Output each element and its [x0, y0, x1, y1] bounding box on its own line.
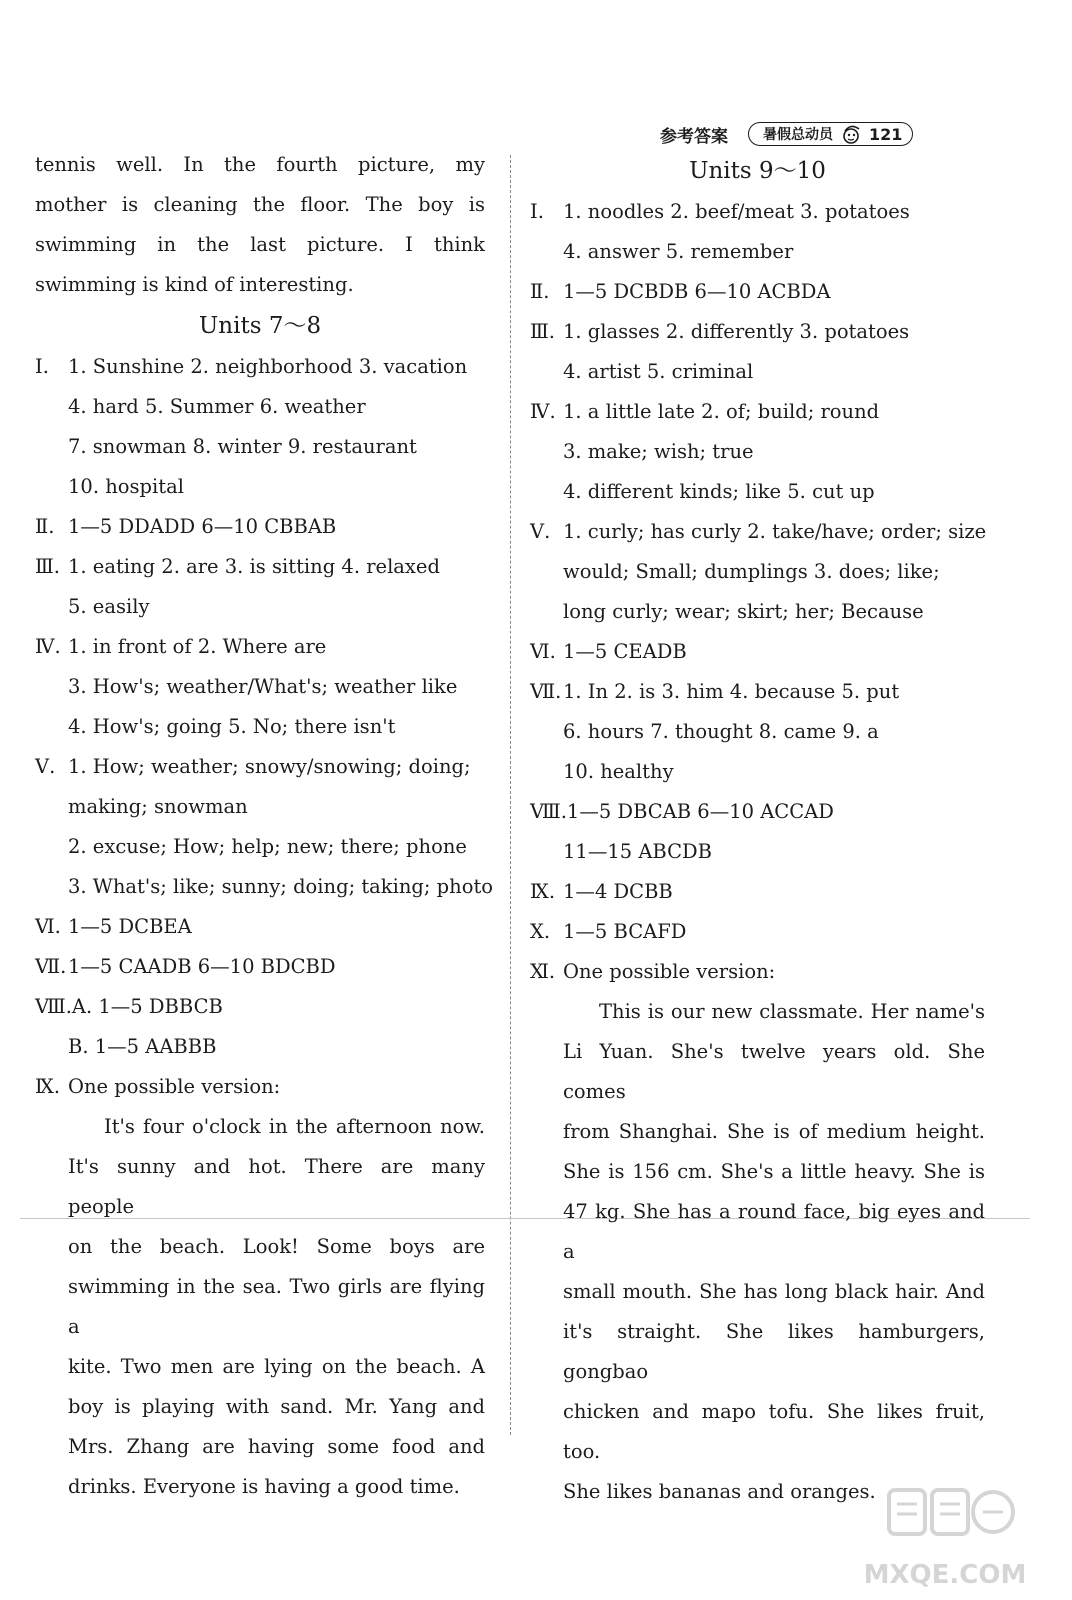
answer-line: 1—5 BCAFD: [563, 920, 687, 943]
essay-continuation-line: swimming in the last picture. I think: [35, 233, 485, 256]
section-1: [35, 347, 485, 387]
version-label: One possible version:: [563, 960, 776, 983]
section-numeral: Ⅲ.: [35, 555, 61, 578]
watermark-logo-icon: [885, 1480, 1015, 1550]
section-numeral: Ⅳ.: [35, 635, 61, 658]
section-numeral: Ⅶ.: [35, 955, 67, 978]
section-4: [530, 392, 985, 432]
right-column: [530, 150, 985, 1512]
essay-line: 47 kg. She has a round face, big eyes and a: [563, 1200, 985, 1263]
essay-line: from Shanghai. She is of medium height.: [563, 1120, 985, 1143]
section-8: [35, 987, 485, 1027]
section-11: [530, 952, 985, 992]
answer-line: 1—5 DCBDB 6—10 ACBDA: [563, 280, 831, 303]
version-label: One possible version:: [68, 1075, 281, 1098]
essay-line: Mrs. Zhang are having some food and: [68, 1435, 485, 1458]
section-numeral: Ⅱ.: [35, 515, 55, 538]
section-numeral: Ⅲ.: [530, 320, 556, 343]
essay: [530, 992, 985, 1512]
answer-line: 1. a little late 2. of; build; round: [563, 400, 880, 423]
page-number: 121: [869, 124, 903, 144]
section-2: [530, 272, 985, 312]
answer-line: 1. curly; has curly 2. take/have; order; size: [563, 520, 987, 543]
cartoon-mascot-icon: [839, 123, 865, 145]
essay-line: kite. Two men are lying on the beach. A: [68, 1355, 485, 1378]
section-4: [35, 627, 485, 667]
answer-line: would; Small; dumplings 3. does; like;: [563, 560, 940, 583]
essay-continuation-line: mother is cleaning the floor. The boy is: [35, 193, 485, 216]
answer-line: 4. hard 5. Summer 6. weather: [68, 395, 366, 418]
watermark: [840, 1480, 1050, 1590]
essay: [35, 1107, 485, 1507]
units-7-8-heading: Units 7～8: [198, 313, 322, 339]
answer-line: 11—15 ABCDB: [563, 840, 712, 863]
answer-line: 1. Sunshine 2. neighborhood 3. vacation: [68, 355, 468, 378]
answer-line: 1—5 CEADB: [563, 640, 687, 663]
book-title: 暑假总动员: [763, 127, 833, 143]
answer-line: 10. hospital: [68, 475, 184, 498]
answer-line: 3. What's; like; sunny; doing; taking; photo: [68, 875, 494, 898]
answer-line: 1. glasses 2. differently 3. potatoes: [563, 320, 910, 343]
section-6: [35, 907, 485, 947]
essay-continuation-line: tennis well. In the fourth picture, my: [35, 153, 485, 176]
essay-line: She is 156 cm. She's a little heavy. She is: [563, 1160, 985, 1183]
essay-line: She likes bananas and oranges.: [563, 1480, 876, 1503]
section-numeral: Ⅳ.: [530, 400, 556, 423]
essay-line: drinks. Everyone is having a good time.: [68, 1475, 460, 1498]
answer-line: 1. In 2. is 3. him 4. because 5. put: [563, 680, 900, 703]
answer-line: 6. hours 7. thought 8. came 9. a: [563, 720, 879, 743]
answer-line: 7. snowman 8. winter 9. restaurant: [68, 435, 417, 458]
essay-line: boy is playing with sand. Mr. Yang and: [68, 1395, 485, 1418]
section-7: [530, 672, 985, 712]
units-9-10-heading: Units 9～10: [689, 158, 826, 184]
answer-line: 1—5 DDADD 6—10 CBBAB: [68, 515, 337, 538]
section-numeral: Ⅸ.: [530, 880, 556, 903]
essay-line: Li Yuan. She's twelve years old. She comes: [563, 1040, 985, 1103]
section-numeral: Ⅸ.: [35, 1075, 61, 1098]
section-9: [35, 1067, 485, 1107]
answer-line: 5. easily: [68, 595, 150, 618]
answer-line: 1. noodles 2. beef/meat 3. potatoes: [563, 200, 910, 223]
page-header: [660, 118, 1000, 150]
watermark-url: MXQE.COM: [863, 1560, 1027, 1590]
essay-line: small mouth. She has long black hair. And: [563, 1280, 985, 1303]
section-numeral: Ⅴ.: [530, 520, 551, 543]
essay-continuation-line: swimming is kind of interesting.: [35, 273, 354, 296]
section-numeral: Ⅰ.: [530, 200, 544, 223]
answer-line: 3. make; wish; true: [563, 440, 754, 463]
answer-line: long curly; wear; skirt; her; Because: [563, 600, 924, 623]
section-numeral: Ⅴ.: [35, 755, 56, 778]
answer-line: 1. in front of 2. Where are: [68, 635, 327, 658]
section-numeral: Ⅵ.: [530, 640, 556, 663]
essay-line: chicken and mapo tofu. She likes fruit, too.: [563, 1400, 985, 1463]
section-9: [530, 872, 985, 912]
answer-line: 3. How's; weather/What's; weather like: [68, 675, 458, 698]
essay-line: on the beach. Look! Some boys are: [68, 1235, 485, 1258]
section-numeral: Ⅱ.: [530, 280, 550, 303]
section-7: [35, 947, 485, 987]
answer-line: B. 1—5 AABBB: [68, 1035, 217, 1058]
answer-line: 1—4 DCBB: [563, 880, 673, 903]
book-title-badge: [748, 122, 913, 146]
section-numeral: Ⅶ.: [530, 680, 562, 703]
answer-line: A. 1—5 DBBCB: [71, 995, 223, 1018]
section-10: [530, 912, 985, 952]
column-divider: [510, 155, 511, 1435]
answer-line: 4. answer 5. remember: [563, 240, 794, 263]
section-numeral: Ⅷ.: [35, 995, 72, 1018]
essay-line: This is our new classmate. Her name's: [599, 1000, 985, 1023]
answer-line: 4. How's; going 5. No; there isn't: [68, 715, 396, 738]
section-numeral: Ⅵ.: [35, 915, 61, 938]
section-5: [35, 747, 485, 787]
answer-line: 4. artist 5. criminal: [563, 360, 754, 383]
answer-line: 10. healthy: [563, 760, 674, 783]
essay-line: It's four o'clock in the afternoon now.: [104, 1115, 485, 1138]
section-1: [530, 192, 985, 232]
section-numeral: Ⅹ.: [530, 920, 551, 943]
section-numeral: Ⅺ.: [530, 960, 556, 983]
section-numeral: Ⅷ.: [530, 800, 567, 823]
section-2: [35, 507, 485, 547]
answer-line: 1—5 DCBEA: [68, 915, 192, 938]
section-numeral: Ⅰ.: [35, 355, 49, 378]
answer-line: 1. How; weather; snowy/snowing; doing;: [68, 755, 471, 778]
answer-line: 1—5 CAADB 6—10 BDCBD: [68, 955, 336, 978]
left-column: [35, 145, 494, 1507]
answer-line: 1. eating 2. are 3. is sitting 4. relaxed: [68, 555, 440, 578]
answer-line: making; snowman: [68, 795, 248, 818]
answers-label: 参考答案: [660, 126, 728, 147]
answer-line: 2. excuse; How; help; new; there; phone: [68, 835, 467, 858]
section-5: [530, 512, 985, 552]
essay-line: It's sunny and hot. There are many people: [68, 1155, 485, 1218]
essay-line: it's straight. She likes hamburgers, gongbao: [563, 1320, 985, 1383]
section-3: [530, 312, 985, 352]
answer-line: 1—5 DBCAB 6—10 ACCAD: [566, 800, 834, 823]
section-3: [35, 547, 485, 587]
section-6: [530, 632, 985, 672]
essay-line: swimming in the sea. Two girls are flying a: [68, 1275, 485, 1338]
section-8: [530, 792, 985, 832]
answer-line: 4. different kinds; like 5. cut up: [563, 480, 875, 503]
